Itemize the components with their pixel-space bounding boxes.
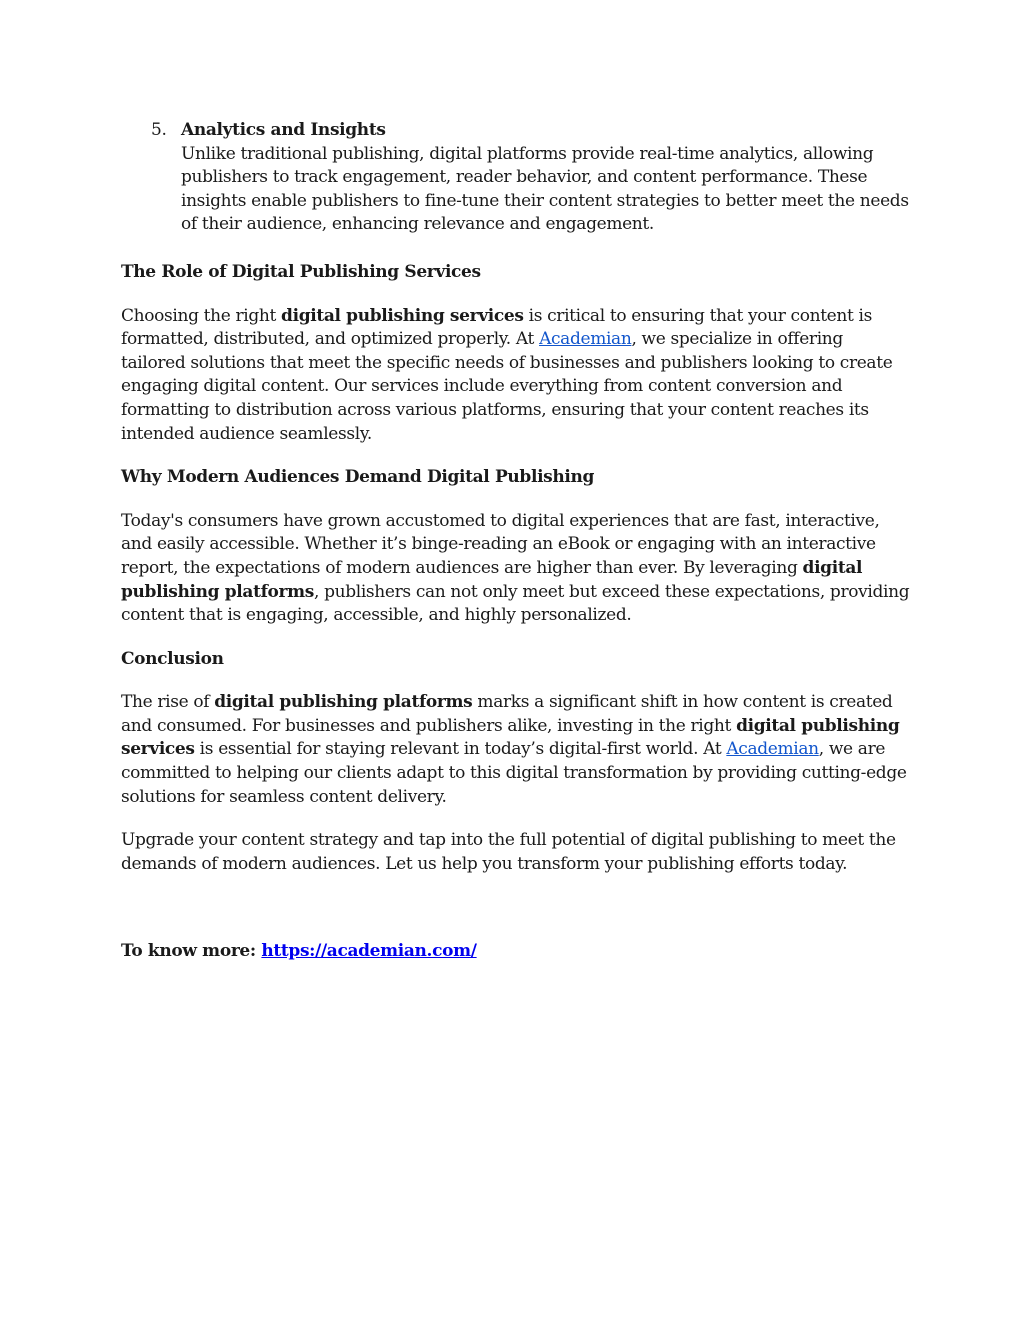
document-page <box>121 119 911 984</box>
heading-role-of-services: The Role of Digital Publishing Services <box>121 261 481 282</box>
text-run: , we specialize in offering tailored solutions that meet the specific needs of businesses and publishers looking to create engaging digital content. Our services include everything from content conversion and formatting to distribution across various platforms, ensuring that your content reaches its intended audience seamlessly. <box>121 329 893 444</box>
paragraph-conclusion-1 <box>121 691 911 809</box>
paragraph-role-of-services <box>121 305 911 447</box>
academian-url-link[interactable]: https://academian.com/ <box>261 941 477 962</box>
text-run: is critical to ensuring that your content is formatted, distributed, and optimized properly. At <box>121 305 872 350</box>
text-run: , publishers can not only meet but exceed these expectations, providing content that is engaging, accessible, and highly personalized. <box>121 581 910 626</box>
spacer <box>121 896 911 940</box>
text-run: The rise of <box>121 692 215 713</box>
bold-text: digital publishing services <box>121 715 900 760</box>
academian-link[interactable]: Academian <box>539 329 632 350</box>
text-run: Today's consumers have grown accustomed to digital experiences that are fast, interactive, and easily accessible. Whether it’s binge-reading an eBook or engaging with an interactive report, the expectations of modern audiences are higher than ever. By leveraging <box>121 510 880 578</box>
list-item-analytics <box>121 119 911 237</box>
text-run: Choosing the right <box>121 305 282 326</box>
academian-link[interactable]: Academian <box>726 739 819 760</box>
bold-text: digital publishing platforms <box>121 557 863 602</box>
bold-text: digital publishing services <box>281 305 524 326</box>
paragraph-why-modern-audiences <box>121 510 911 628</box>
bold-text: digital publishing platforms <box>214 692 473 713</box>
text-run: marks a significant shift in how content is created and consumed. For businesses and publishers alike, investing in the right <box>121 692 893 736</box>
paragraph-conclusion-2: Upgrade your content strategy and tap into the full potential of digital publishing to meet the demands of modern audiences. Let us help you transform your publishing efforts today. <box>121 830 896 874</box>
text-run: , we are committed to helping our clients adapt to this digital transformation by providing cutting-edge solutions for seamless content delivery. <box>121 739 907 807</box>
heading-why-modern-audiences: Why Modern Audiences Demand Digital Publishing <box>121 467 595 488</box>
text-run: is essential for staying relevant in today’s digital-first world. At <box>194 739 727 760</box>
know-more-label: To know more: <box>121 941 262 962</box>
know-more-line <box>121 940 911 964</box>
list-item-body: Unlike traditional publishing, digital platforms provide real-time analytics, allowing publishers to track engagement, reader behavior, and content performance. These insights enable publishers to fine-tune their content strategies to better meet the needs of their audience, enhancing relevance and engagement. <box>181 143 909 235</box>
heading-conclusion: Conclusion <box>121 648 224 669</box>
list-number: 5. <box>151 120 167 140</box>
list-item-title: Analytics and Insights <box>181 120 386 140</box>
